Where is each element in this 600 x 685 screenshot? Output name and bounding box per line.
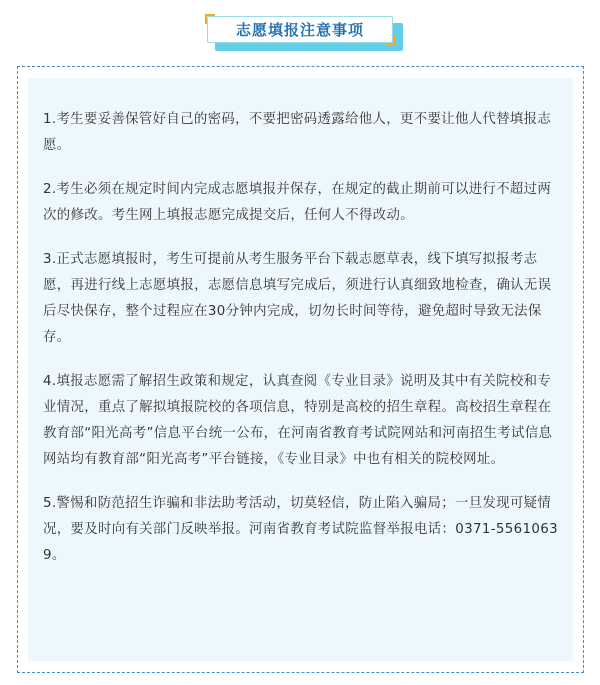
- notice-item-1: 1.考生要妥善保管好自己的密码，不要把密码透露给他人，更不要让他人代替填报志愿。: [43, 112, 552, 153]
- title-corner-top-left: [205, 14, 215, 24]
- title-corner-bottom-right: [385, 35, 395, 45]
- title-banner: [207, 16, 403, 50]
- page-title-text: 志愿填报注意事项: [235, 21, 364, 39]
- notice-item-3: 3.正式志愿填报时，考生可提前从考生服务平台下载志愿草表，线下填写拟报考志愿，再进行线上志愿填报，志愿信息填写完成后，须进行认真细致地检查，确认无误后尽快保存，整个过程应在30分钟内完成，切勿长时间等待，避免超时导致无法保存。: [43, 252, 552, 345]
- notice-item-5: 5.警惕和防范招生诈骗和非法助考活动，切莫轻信，防止陷入骗局；一旦发现可疑情况，要及时向有关部门反映举报。河南省教育考试院监督举报电话：0371-55610639。: [43, 496, 558, 563]
- notice-panel: [17, 66, 584, 673]
- notice-item-2: 2.考生必须在规定时间内完成志愿填报并保存，在规定的截止期前可以进行不超过两次的修改。考生网上填报志愿完成提交后，任何人不得改动。: [43, 182, 552, 223]
- notice-item-4: 4.填报志愿需了解招生政策和规定，认真查阅《专业目录》说明及其中有关院校和专业情况，重点了解拟填报院校的各项信息，特别是高校的招生章程。高校招生章程在教育部“阳光高考”信息平台统一公布，在河南省教育考试院网站和河南招生考试信息网站均有教育部“阳光高考”平台链接，《专业目录》中也有相关的院校网址。: [43, 374, 553, 467]
- notice-panel-body: [28, 78, 573, 661]
- page-title: [207, 16, 393, 43]
